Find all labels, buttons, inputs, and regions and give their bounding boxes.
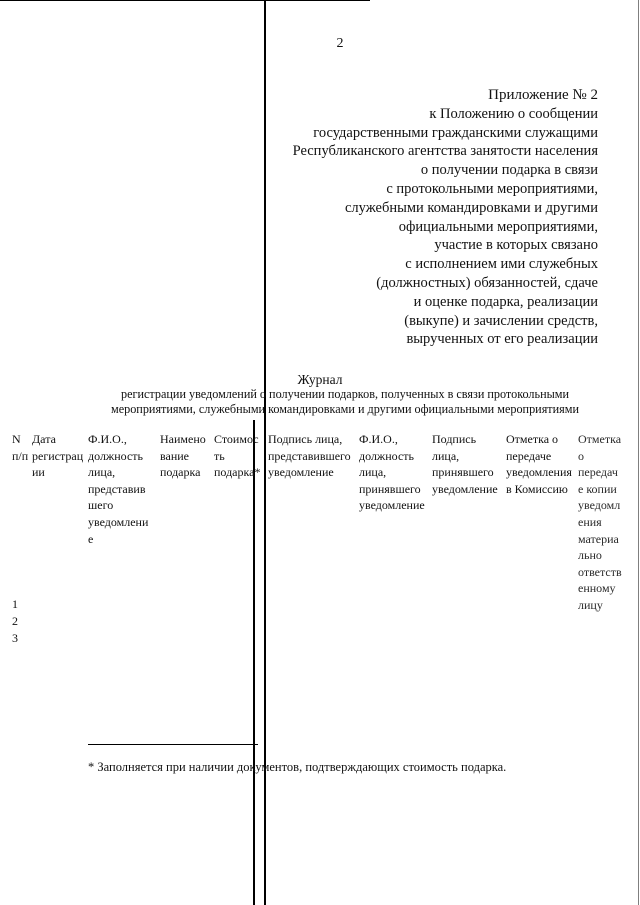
table-header-text: Подпись [432,432,477,446]
table-header-text: лица, [359,465,387,480]
table-header-text: уведомлени [88,514,149,529]
table-row-number: 1 [12,597,18,611]
journal-subtitle-line: мероприятиями, служебными командировками и другими официальными мероприятиями [111,402,579,416]
table-header-text: лица, [432,448,460,463]
table-header-text: Ф.И.О., [359,432,398,446]
table-header-text: передач [578,465,618,480]
table-header-text: лицу [578,597,603,612]
table-header-text: в Комиссию [506,481,568,496]
appendix-title: Приложение № 2 [488,87,598,103]
appendix-line: участие в которых связано [434,237,598,254]
table-header-text: льно [578,548,602,563]
table-header-text: подарка [160,465,201,480]
appendix-line: Республиканского агентства занятости населения [292,143,598,160]
table-header-text: представившего [268,448,351,463]
table-header-text: Дата [32,432,56,446]
table-header-text: Стоимос [214,432,259,446]
table-header-text: принявшего [432,465,494,480]
col-header-reg-date [32,431,83,481]
table-header-text: енному [578,581,616,596]
table-header-text: Ф.И.О., [88,432,127,446]
appendix-line: вырученных от его реализации [406,331,598,348]
table-header-text: Отметка о [506,432,559,446]
table-header-text: Наимено [160,432,206,446]
table-header-text: подарка* [214,465,261,480]
table-header-text: п/п [12,448,29,463]
table-row-number: 2 [12,614,18,628]
table-header-text: N [12,432,21,446]
col-header-receiver [359,431,425,514]
footnote: * Заполняется при наличии документов, подтверждающих стоимость подарка. [88,760,507,774]
table-header-text: Подпись лица, [268,432,343,446]
table-header-text: е [88,531,94,546]
table-header-text: уведомление [268,465,334,480]
table-header-text: передаче [506,448,552,463]
table-header-text: регистрац [32,448,84,463]
col-header-gift-cost [214,431,260,481]
table-header-text: ения [578,514,602,529]
table-header-text: е копии [578,481,617,496]
appendix-header [198,86,598,349]
col-header-commission-mark [506,431,572,497]
journal-title: Журнал [297,372,343,387]
table-header-text: лица, [88,465,116,480]
col-header-submitter-signature [268,431,351,481]
journal-subtitle [80,387,610,417]
table-header-text: уведомление [432,481,498,496]
col-header-number [12,431,28,464]
vertical-scan-line-2 [253,420,255,905]
journal-subtitle-line: регистрации уведомлений о получении подарков, полученных в связи протокольными [120,387,570,401]
table-header-text: уведомление [359,498,425,513]
table-header-text: принявшего [359,481,421,496]
table-header-text: ть [214,448,225,463]
table-header-text: ответств [578,564,622,579]
table-header-text: материа [578,531,619,546]
col-header-receiver-signature [432,431,498,497]
appendix-line: (должностных) обязанностей, сдаче [376,274,598,291]
table-header-text: уведомления [506,465,572,480]
appendix-line: (выкупе) и зачислении средств, [404,312,598,329]
appendix-line: к Положению о сообщении [429,105,598,122]
appendix-line: государственными гражданскими служащими [313,124,598,141]
table-header-text: представив [88,481,146,496]
table-header-text: должность [88,448,143,463]
appendix-line: и оценке подарка, реализации [413,293,598,310]
footnote-rule [88,744,258,745]
table-header-text: Отметка [578,432,622,446]
appendix-line: служебными командировками и другими [344,199,598,216]
top-scan-line [0,0,370,1]
col-header-submitter [88,431,148,547]
appendix-line: с исполнением ими служебных [405,256,598,273]
table-header-text: вание [160,448,190,463]
col-header-gift-name [160,431,206,481]
table-header-text: о [578,448,584,463]
table-header-text: ии [32,465,45,480]
table-header-text: шего [88,498,114,513]
table-header-text: уведомл [578,498,621,513]
table-row-number: 3 [12,631,18,645]
table-header-text: должность [359,448,414,463]
appendix-line: о получении подарка в связи [420,162,598,179]
appendix-line: официальными мероприятиями, [398,218,598,235]
right-edge-line [638,0,639,905]
appendix-line: с протокольными мероприятиями, [386,180,598,197]
col-header-transfer-mark [578,431,622,614]
page-number: 2 [336,36,344,51]
